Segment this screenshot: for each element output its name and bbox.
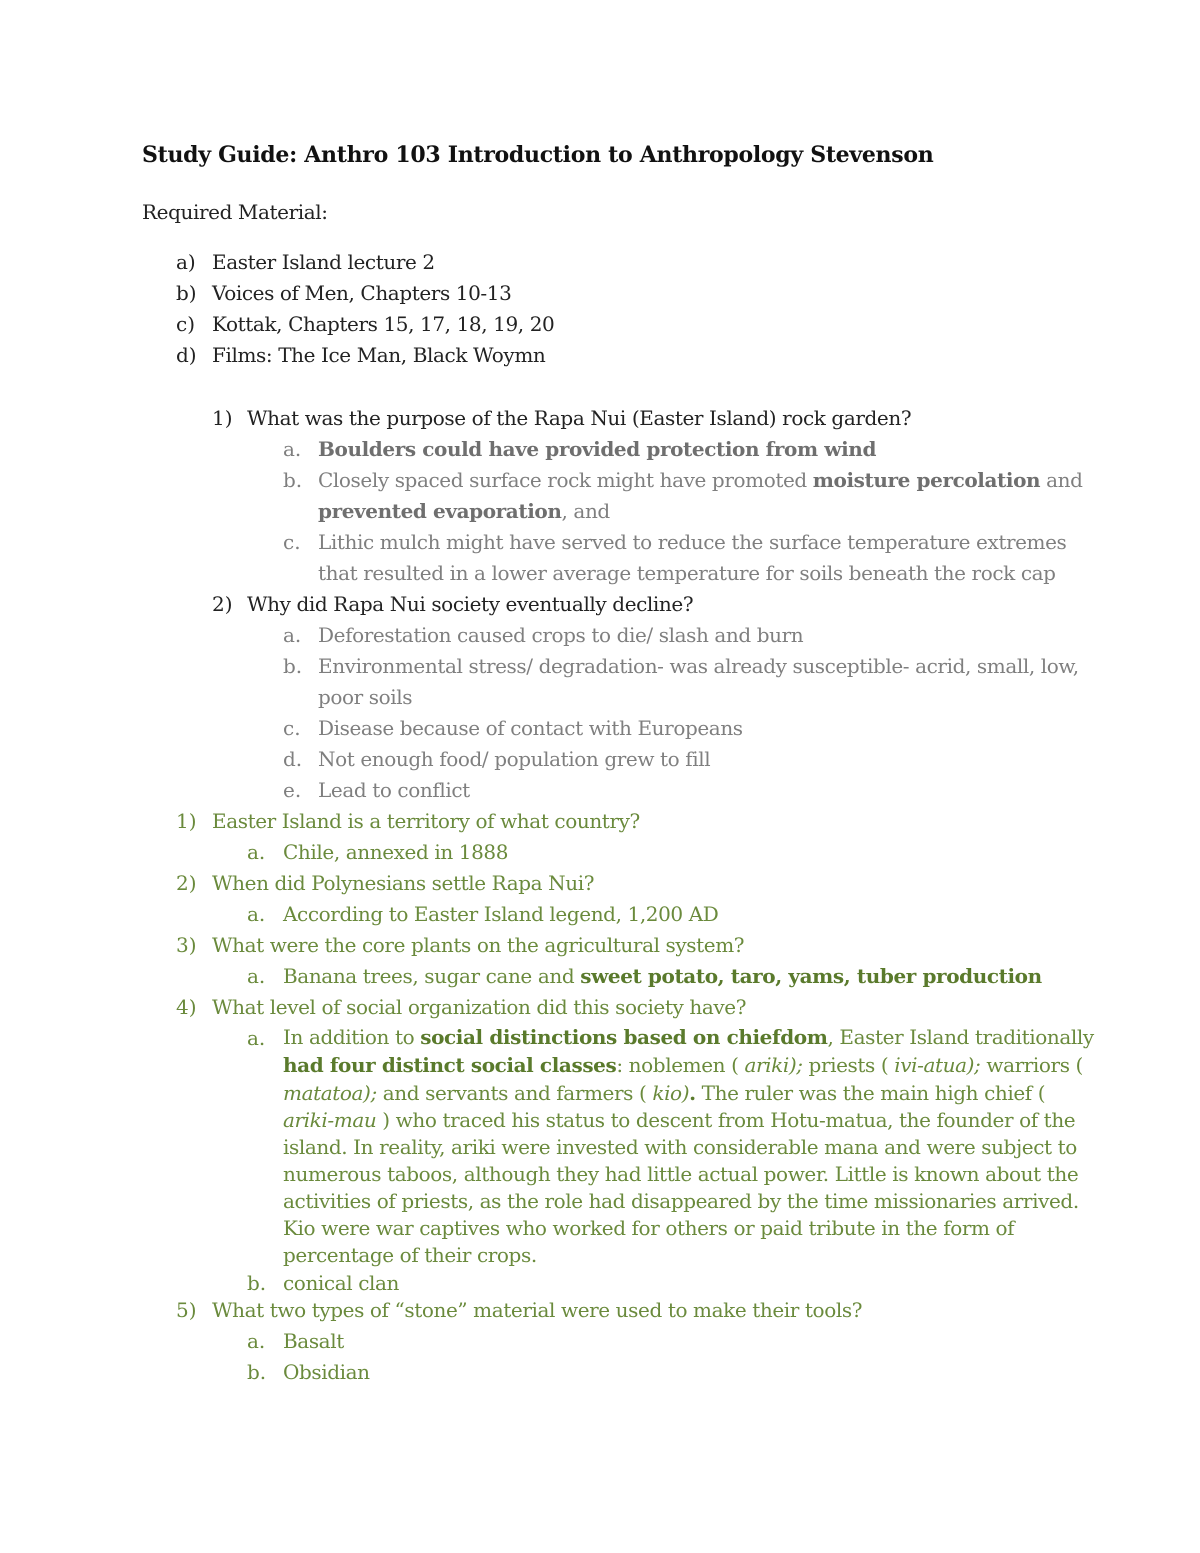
answer-text: Disease because of contact with Europeans — [318, 716, 743, 740]
bold-phrase: moisture percolation — [812, 468, 1041, 492]
answer-marker: a. — [283, 623, 302, 647]
bold-phrase: prevented evaporation — [318, 499, 562, 523]
answer-text-continued: island. In reality, ariki were invested with considerable mana and were subject to — [283, 1135, 1077, 1159]
text-run: : noblemen ( — [616, 1053, 745, 1077]
answer-text-continued: activities of priests, as the role had disappeared by the time missionaries arrived. — [283, 1189, 1079, 1213]
bold-phrase: sweet potato, taro, yams, tuber production — [580, 964, 1042, 988]
text-run: In addition to — [283, 1025, 421, 1049]
required-material-label: Required Material: — [142, 200, 328, 224]
italic-term: ariki-mau — [283, 1108, 377, 1132]
question-text: What were the core plants on the agricultural system? — [212, 933, 745, 957]
answer-marker: c. — [283, 530, 301, 554]
bold-phrase: had four distinct social classes — [283, 1053, 617, 1077]
question-number: 4) — [176, 995, 197, 1019]
italic-term: kio) — [652, 1081, 690, 1105]
material-item: Films: The Ice Man, Black Woymn — [212, 343, 546, 367]
text-run: Banana trees, sugar cane and — [283, 964, 581, 988]
answer-text-continued: Kio were war captives who worked for others or paid tribute in the form of — [283, 1216, 1015, 1240]
question-number: 1) — [176, 809, 197, 833]
material-item: Easter Island lecture 2 — [212, 250, 435, 274]
question-number: 5) — [176, 1298, 197, 1322]
answer-text: Basalt — [283, 1329, 344, 1353]
page-title: Study Guide: Anthro 103 Introduction to Anthropology Stevenson — [142, 142, 934, 168]
question-text: What two types of “stone” material were used to make their tools? — [212, 1298, 863, 1322]
material-item: Kottak, Chapters 15, 17, 18, 19, 20 — [212, 312, 555, 336]
question-text: Easter Island is a territory of what country? — [212, 809, 640, 833]
text-run: and servants and farmers ( — [376, 1081, 653, 1105]
answer-text-continued: numerous taboos, although they had little actual power. Little is known about the — [283, 1162, 1079, 1186]
list-marker: b) — [176, 281, 197, 305]
answer-marker: c. — [283, 716, 301, 740]
answer-text-continued — [283, 1107, 1075, 1134]
question-text: When did Polynesians settle Rapa Nui? — [212, 871, 595, 895]
list-marker: a) — [176, 250, 196, 274]
text-run: The ruler was the main high chief ( — [695, 1081, 1046, 1105]
answer-text — [283, 962, 1042, 990]
text-run: ) who traced his status to descent from Hotu-matua, the founder of the — [376, 1108, 1076, 1132]
question-number: 3) — [176, 933, 197, 957]
answer-text: Not enough food/ population grew to fill — [318, 747, 711, 771]
question-number: 2) — [212, 592, 233, 616]
italic-term: matatoa); — [283, 1081, 377, 1105]
answer-marker: a. — [247, 964, 266, 988]
answer-marker: b. — [247, 1360, 267, 1384]
bold-phrase: Boulders could have provided protection from wind — [318, 437, 877, 461]
bold-phrase: social distinctions based on chiefdom — [420, 1025, 828, 1049]
question-text: Why did Rapa Nui society eventually decline? — [247, 592, 694, 616]
answer-text-continued — [318, 497, 610, 525]
answer-marker: a. — [247, 1329, 266, 1353]
question-text: What level of social organization did this society have? — [212, 995, 747, 1019]
answer-text: Lead to conflict — [318, 778, 470, 802]
question-text: What was the purpose of the Rapa Nui (Easter Island) rock garden? — [247, 406, 912, 430]
answer-text: According to Easter Island legend, 1,200 AD — [283, 902, 719, 926]
italic-term: ivi-atua); — [894, 1053, 981, 1077]
answer-text-continued: that resulted in a lower average temperature for soils beneath the rock cap — [318, 561, 1056, 585]
answer-marker: a. — [247, 840, 266, 864]
list-marker: c) — [176, 312, 196, 336]
answer-text-continued: poor soils — [318, 685, 413, 709]
list-marker: d) — [176, 343, 197, 367]
answer-text: conical clan — [283, 1271, 400, 1295]
text-run: and — [1040, 468, 1083, 492]
material-item: Voices of Men, Chapters 10-13 — [212, 281, 512, 305]
answer-text: Chile, annexed in 1888 — [283, 840, 509, 864]
answer-marker: b. — [283, 654, 303, 678]
answer-marker: b. — [247, 1271, 267, 1295]
answer-text: Deforestation caused crops to die/ slash and burn — [318, 623, 804, 647]
text-run: Closely spaced surface rock might have promoted — [318, 468, 813, 492]
answer-text-continued — [283, 1080, 1045, 1107]
answer-text-continued — [283, 1052, 1083, 1079]
text-run: warriors ( — [980, 1053, 1083, 1077]
answer-text-continued: percentage of their crops. — [283, 1243, 537, 1267]
answer-text: Lithic mulch might have served to reduce the surface temperature extremes — [318, 530, 1067, 554]
text-run: priests ( — [802, 1053, 895, 1077]
answer-text — [318, 466, 1083, 494]
question-number: 1) — [212, 406, 233, 430]
answer-marker: d. — [283, 747, 303, 771]
bold-phrase: . — [689, 1081, 696, 1105]
text-run: , and — [561, 499, 610, 523]
answer-marker: a. — [247, 902, 266, 926]
answer-text — [318, 435, 876, 463]
italic-term: ariki); — [744, 1053, 803, 1077]
answer-text: Environmental stress/ degradation- was already susceptible- acrid, small, low, — [318, 654, 1079, 678]
answer-marker: b. — [283, 468, 303, 492]
answer-marker: a. — [283, 437, 302, 461]
answer-marker: e. — [283, 778, 302, 802]
text-run: , Easter Island traditionally — [827, 1025, 1094, 1049]
question-number: 2) — [176, 871, 197, 895]
answer-text: Obsidian — [283, 1360, 370, 1384]
answer-marker: a. — [247, 1026, 266, 1050]
answer-text — [283, 1024, 1094, 1051]
